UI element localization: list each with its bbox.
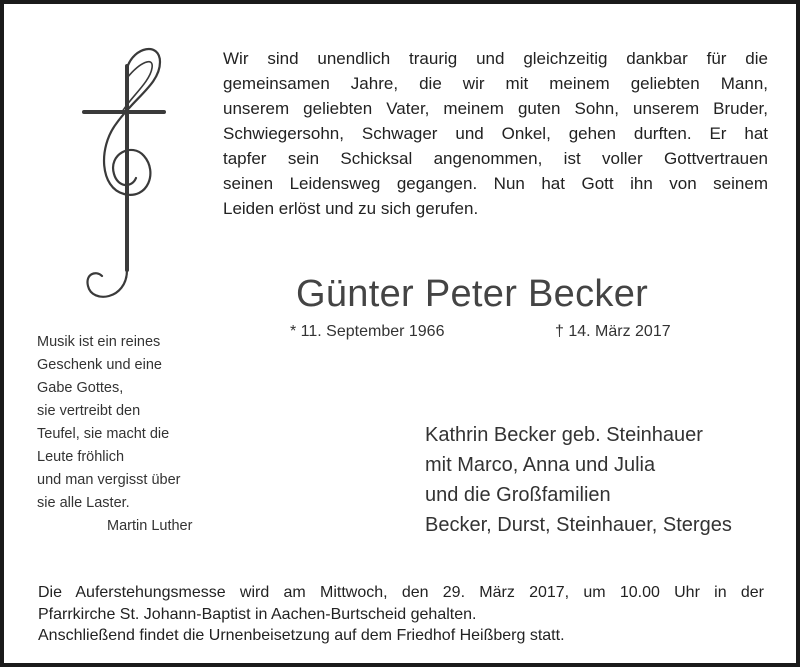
quote-line: Geschenk und eine <box>37 357 162 373</box>
luther-quote <box>37 331 192 538</box>
quote-line: sie vertreibt den <box>37 403 141 419</box>
quote-line: Musik ist ein reines <box>37 334 161 350</box>
family-signature <box>425 420 732 540</box>
intro-line: unserem geliebten Vater, meinem guten Sohn, unserem Bruder, <box>223 99 768 118</box>
quote-author: Martin Luther <box>107 518 193 534</box>
family-line: und die Großfamilien <box>425 484 611 506</box>
service-line: Pfarrkirche St. Johann-Baptist in Aachen-Burtscheid gehalten. <box>38 605 477 623</box>
intro-line: tapfer sein Schicksal angenommen, ist voller Gottvertrauen <box>223 149 768 168</box>
family-line: Kathrin Becker geb. Steinhauer <box>425 424 703 446</box>
service-line: Anschließend findet die Urnenbeisetzung auf dem Friedhof Heißberg statt. <box>38 627 565 644</box>
quote-line: Gabe Gottes, <box>37 380 124 396</box>
quote-line: Teufel, sie macht die <box>37 426 170 442</box>
quote-line: Leute fröhlich <box>37 449 125 465</box>
family-line: Becker, Durst, Steinhauer, Sterges <box>425 514 732 536</box>
quote-line: sie alle Laster. <box>37 495 130 511</box>
intro-line: Leiden erlöst und zu sich gerufen. <box>223 199 479 218</box>
service-info <box>38 582 764 647</box>
intro-line: seinen Leidensweg gegangen. Nun hat Gott ihn von seinem <box>223 174 768 193</box>
quote-line: und man vergisst über <box>37 472 181 488</box>
service-line: Die Auferstehungsmesse wird am Mittwoch, den 29. März 2017, um 10.00 Uhr in der <box>38 584 764 601</box>
intro-line: gemeinsamen Jahre, die wir mit meinem geliebten Mann, <box>223 74 768 93</box>
birth-date: * 11. September 1966 <box>290 323 445 340</box>
intro-line: Wir sind unendlich traurig und gleichzeitig dankbar für die <box>223 49 768 68</box>
intro-text <box>223 46 768 221</box>
family-line: mit Marco, Anna und Julia <box>425 454 656 476</box>
deceased-name: Günter Peter Becker <box>296 273 649 315</box>
death-date: † 14. März 2017 <box>555 323 671 340</box>
intro-line: Schwiegersohn, Schwager und Onkel, gehen durften. Er hat <box>223 124 768 143</box>
cross-treble-clef-icon <box>82 38 172 318</box>
